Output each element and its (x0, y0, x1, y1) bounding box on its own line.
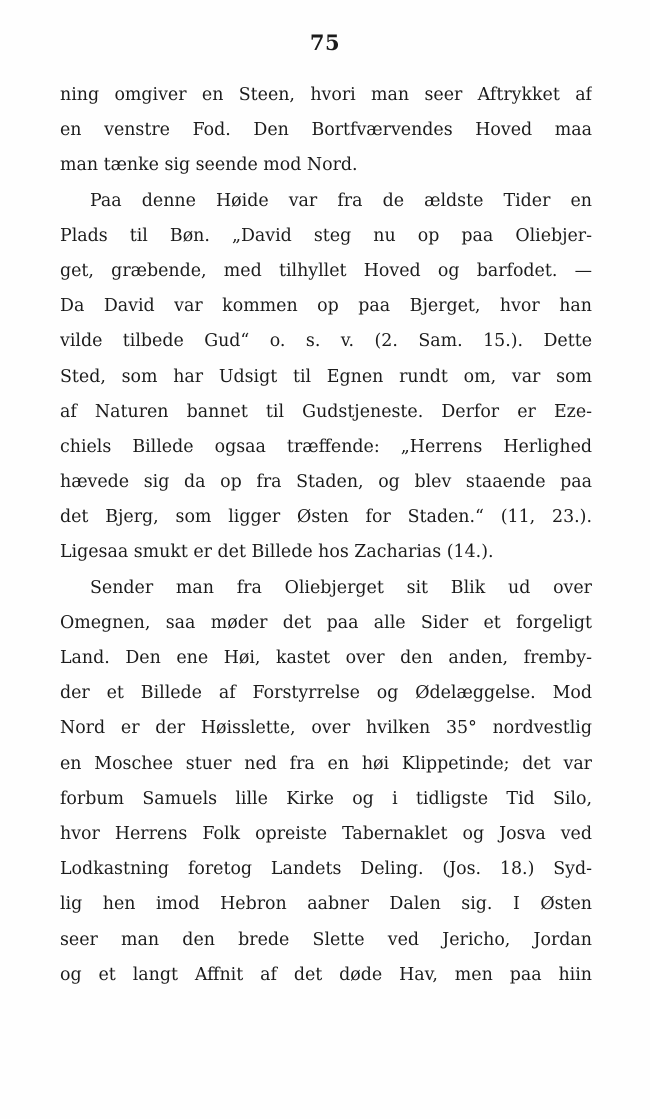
text-line: Sender man fra Oliebjerget sit Blik ud over (90, 577, 592, 598)
text-line: og et langt Affnit af det døde Hav, men paa hiin (60, 964, 592, 985)
text-line: det Bjerg, som ligger Østen for Staden.“ (11, 23.). (60, 507, 592, 528)
text-line: forbum Samuels lille Kirke og i tidligste Tid Silo, (60, 788, 592, 809)
text-line: seer man den brede Slette ved Jericho, Jordan (60, 929, 592, 950)
text-line: Plads til Bøn. „David steg nu op paa Oliebjer- (60, 225, 592, 246)
page-number: 75 (309, 30, 341, 55)
text-line: af Naturen bannet til Gudstjeneste. Derfor er Eze- (60, 401, 592, 422)
text-line: hvor Herrens Folk opreiste Tabernaklet og Josva ved (60, 823, 592, 844)
text-line: der et Billede af Forstyrrelse og Ødelæggelse. Mod (60, 683, 592, 704)
text-line: Sted, som har Udsigt til Egnen rundt om, var som (60, 366, 592, 387)
text-line: Nord er der Høisslette, over hvilken 35° nordvestlig (60, 718, 592, 739)
text-line: Land. Den ene Høi, kastet over den anden, fremby- (60, 648, 592, 668)
text-line: Paa denne Høide var fra de ældste Tider en (90, 190, 592, 211)
text-line: Ligesaa smukt er det Billede hos Zacharias (14.). (60, 542, 494, 563)
text-line: vilde tilbede Gud“ o. s. v. (2. Sam. 15.). Dette (60, 331, 592, 352)
text-line: hævede sig da op fra Staden, og blev staaende paa (60, 472, 592, 493)
text-line: chiels Billede ogsaa træffende: „Herrens Herlighed (60, 436, 592, 457)
text-line: Da David var kommen op paa Bjerget, hvor han (60, 296, 592, 317)
text-line: ning omgiver en Steen, hvori man seer Aftrykket af (60, 85, 592, 105)
text-line: Lodkastning foretog Landets Deling. (Jos. 18.) Syd- (60, 859, 592, 880)
text-line: lig hen imod Hebron aabner Dalen sig. I Østen (60, 894, 592, 915)
text-line: get, græbende, med tilhyllet Hoved og barfodet. — (60, 260, 592, 281)
text-line: Omegnen, saa møder det paa alle Sider et forgeligt (60, 612, 592, 633)
text-line: en Moschee stuer ned fra en høi Klippetinde; det var (60, 753, 592, 774)
text-line: man tænke sig seende mod Nord. (60, 155, 358, 176)
text-line: en venstre Fod. Den Bortfværvendes Hoved maa (60, 120, 592, 141)
body-text (60, 78, 592, 993)
